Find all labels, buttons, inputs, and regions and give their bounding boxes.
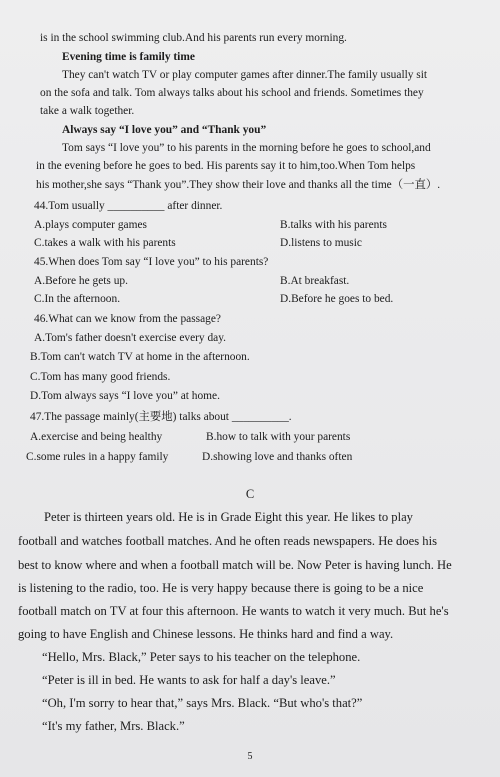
question-47-options-row-1 (30, 430, 500, 444)
question-45-option-b[interactable]: B.At breakfast. (280, 275, 350, 287)
passage-c-line-2: football and watches football matches. And he often reads newspapers. He does his (18, 534, 437, 548)
evening-line-1: They can't watch TV or play computer games after dinner.The family usually sit (62, 69, 428, 81)
question-46-option-d[interactable]: D.Tom always says “I love you” at home. (30, 390, 220, 402)
passage-c-heading: C (245, 487, 255, 501)
question-44-option-a[interactable]: A.plays computer games (34, 219, 147, 231)
question-47-option-b[interactable]: B.how to talk with your parents (206, 431, 351, 443)
question-46-stem: 46.What can we know from the passage? (34, 313, 221, 325)
question-45-options-row-1 (34, 274, 500, 288)
question-47-option-c[interactable]: C.some rules in a happy family (26, 451, 169, 463)
passage-c-line-7: “Hello, Mrs. Black,” Peter says to his teacher on the telephone. (42, 650, 361, 664)
love-line-2: in the evening before he goes to bed. His parents say it to him,too.When Tom helps (36, 160, 416, 172)
passage-c-line-10: “It's my father, Mrs. Black.” (42, 719, 185, 733)
question-46-option-c[interactable]: C.Tom has many good friends. (30, 371, 171, 383)
question-47-options-row-2 (26, 450, 500, 464)
question-44-stem: 44.Tom usually __________ after dinner. (34, 200, 223, 212)
love-line-3: his mother,she says “Thank you”.They show their love and thanks all the time（一直）. (36, 179, 441, 191)
question-45-option-d[interactable]: D.Before he goes to bed. (280, 293, 394, 305)
heading-love-and-thanks: Always say “I love you” and “Thank you” (62, 124, 267, 136)
question-44-options-row-1 (34, 218, 500, 232)
heading-evening-family-time: Evening time is family time (62, 51, 195, 63)
evening-line-3: take a walk together. (40, 105, 135, 117)
passage-c-line-1: Peter is thirteen years old. He is in Grade Eight this year. He likes to play (44, 510, 413, 524)
question-44-option-b[interactable]: B.talks with his parents (280, 219, 387, 231)
question-45-options-row-2 (34, 292, 500, 306)
passage-c-line-8: “Peter is ill in bed. He wants to ask for half a day's leave.” (42, 673, 336, 687)
question-47-option-a[interactable]: A.exercise and being healthy (30, 431, 163, 443)
question-44-option-d[interactable]: D.listens to music (280, 237, 362, 249)
passage-c-line-3: best to know where and when a football match will be. Now Peter is having lunch. He (18, 558, 452, 572)
passage-c-line-6: going to have English and Chinese lessons. He thinks hard and find a way. (18, 627, 394, 641)
page-number: 5 (247, 751, 253, 762)
question-47-stem: 47.The passage mainly(主要地) talks about __________. (30, 411, 292, 423)
question-44-option-c[interactable]: C.takes a walk with his parents (34, 237, 176, 249)
love-line-1: Tom says “I love you” to his parents in the morning before he goes to school,and (62, 142, 431, 154)
question-44-options-row-2 (34, 236, 500, 250)
question-46-option-a[interactable]: A.Tom's father doesn't exercise every day. (34, 332, 227, 344)
question-46-option-b[interactable]: B.Tom can't watch TV at home in the afternoon. (30, 351, 250, 363)
question-45-option-c[interactable]: C.In the afternoon. (34, 293, 121, 305)
passage-b-intro: is in the school swimming club.And his parents run every morning. (40, 32, 347, 44)
evening-line-2: on the sofa and talk. Tom always talks about his school and friends. Sometimes they (40, 87, 424, 99)
passage-c-line-9: “Oh, I'm sorry to hear that,” says Mrs. Black. “But who's that?” (42, 696, 363, 710)
passage-c-line-5: football match on TV at four this afternoon. He wants to watch it very much. But he's (18, 604, 449, 618)
question-45-option-a[interactable]: A.Before he gets up. (34, 275, 128, 287)
question-45-stem: 45.When does Tom say “I love you” to his parents? (34, 256, 269, 268)
question-47-option-d[interactable]: D.showing love and thanks often (202, 451, 353, 463)
passage-c-line-4: is listening to the radio, too. He is very happy because there is going to be a nice (18, 581, 424, 595)
